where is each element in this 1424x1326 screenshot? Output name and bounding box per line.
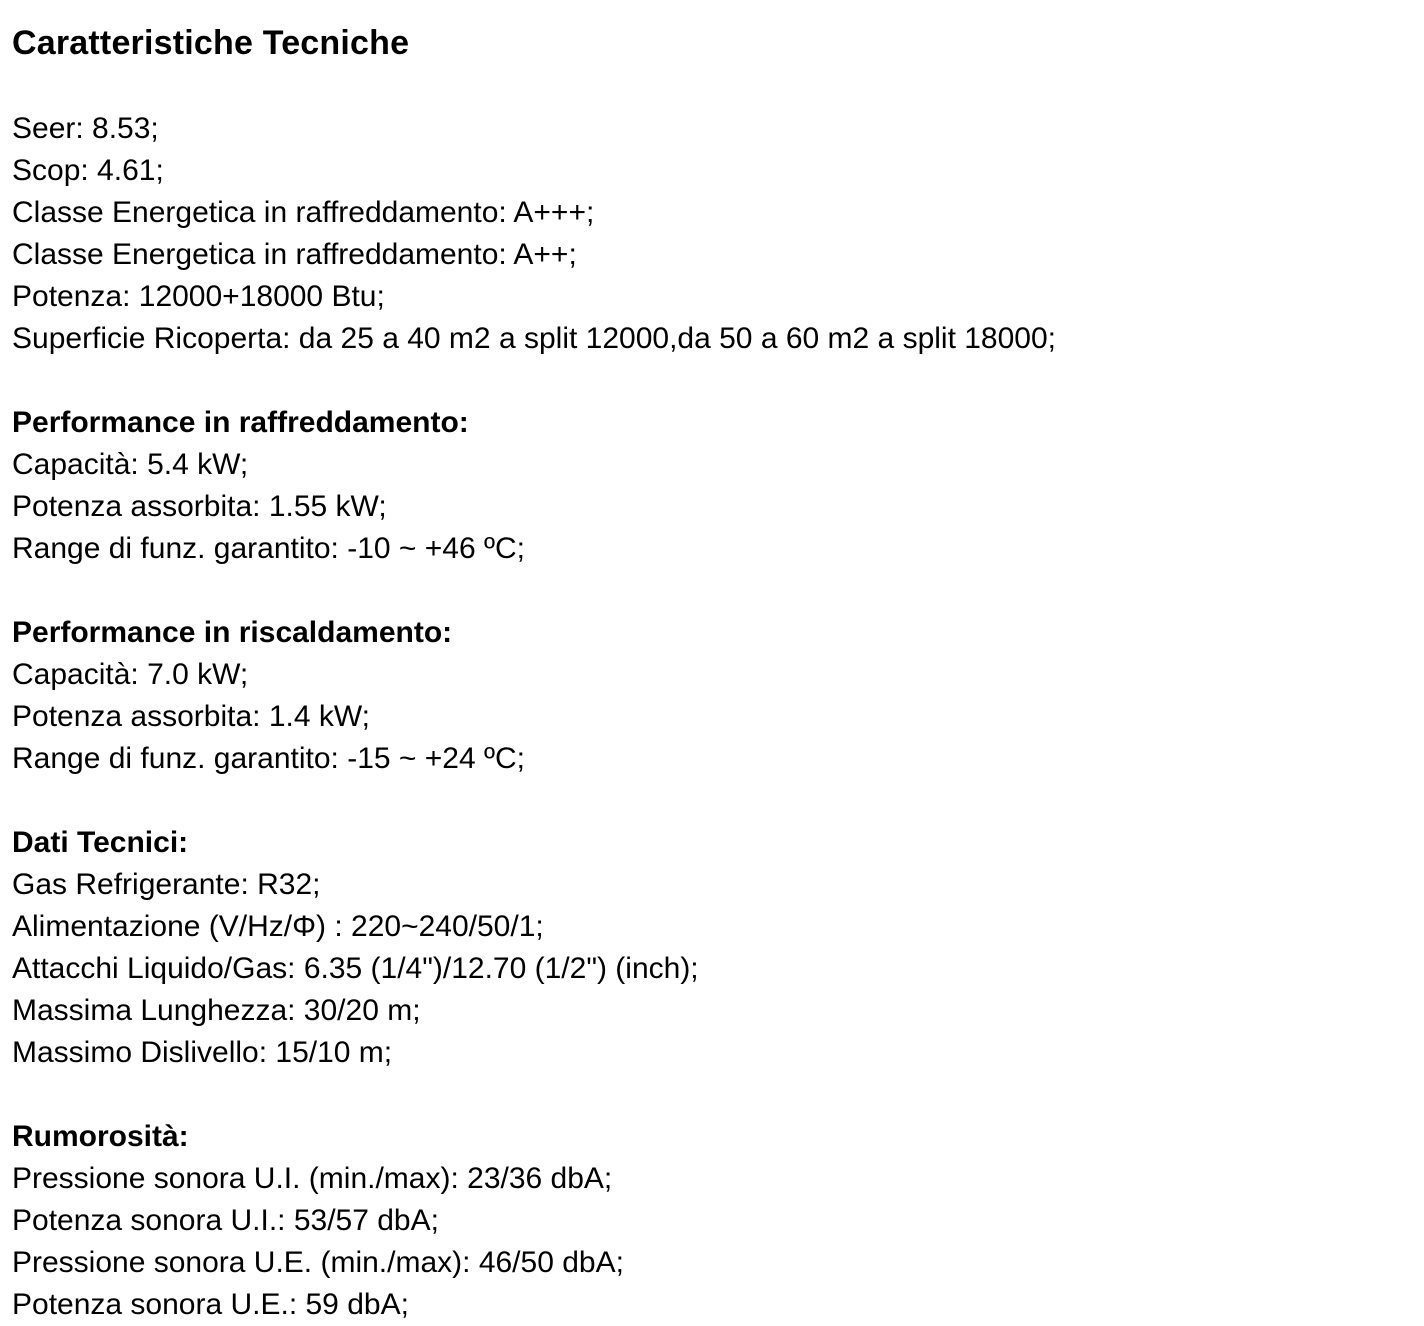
covered-surface-line: Superficie Ricoperta: da 25 a 40 m2 a split 12000,da 50 a 60 m2 a split 18000; bbox=[12, 322, 1057, 355]
cooling-performance-heading: Performance in raffreddamento: bbox=[12, 406, 469, 439]
cooling-operating-range-line: Range di funz. garantito: -10 ~ +46 ºC; bbox=[12, 532, 525, 565]
cooling-capacity-line: Capacità: 5.4 kW; bbox=[12, 448, 249, 481]
scop-line: Scop: 4.61; bbox=[12, 154, 164, 187]
outdoor-sound-power-line: Potenza sonora U.E.: 59 dbA; bbox=[12, 1288, 409, 1321]
cooling-absorbed-power-line: Potenza assorbita: 1.55 kW; bbox=[12, 490, 387, 523]
refrigerant-gas-line: Gas Refrigerante: R32; bbox=[12, 868, 321, 901]
heating-operating-range-line: Range di funz. garantito: -15 ~ +24 ºC; bbox=[12, 742, 525, 775]
noise-section bbox=[12, 1116, 1412, 1326]
power-supply-line: Alimentazione (V/Hz/Φ) : 220~240/50/1; bbox=[12, 910, 544, 943]
energy-class-line-2: Classe Energetica in raffreddamento: A++; bbox=[12, 238, 577, 271]
seer-line: Seer: 8.53; bbox=[12, 112, 159, 145]
page-title: Caratteristiche Tecniche bbox=[12, 24, 410, 62]
technical-specs-document bbox=[12, 20, 1412, 1326]
indoor-sound-pressure-line: Pressione sonora U.I. (min./max): 23/36 dbA; bbox=[12, 1162, 613, 1195]
technical-data-heading: Dati Tecnici: bbox=[12, 826, 189, 859]
energy-class-line-1: Classe Energetica in raffreddamento: A+++; bbox=[12, 196, 595, 229]
outdoor-sound-pressure-line: Pressione sonora U.E. (min./max): 46/50 dbA; bbox=[12, 1246, 624, 1279]
technical-data-section bbox=[12, 822, 1412, 1074]
maximum-length-line: Massima Lunghezza: 30/20 m; bbox=[12, 994, 421, 1027]
heating-capacity-line: Capacità: 7.0 kW; bbox=[12, 658, 249, 691]
power-line: Potenza: 12000+18000 Btu; bbox=[12, 280, 385, 313]
noise-heading: Rumorosità: bbox=[12, 1120, 189, 1153]
heating-absorbed-power-line: Potenza assorbita: 1.4 kW; bbox=[12, 700, 370, 733]
connections-line: Attacchi Liquido/Gas: 6.35 (1/4")/12.70 (1/2") (inch); bbox=[12, 952, 699, 985]
maximum-height-difference-line: Massimo Dislivello: 15/10 m; bbox=[12, 1036, 393, 1069]
general-specs-section bbox=[12, 108, 1412, 360]
heating-performance-section bbox=[12, 612, 1412, 780]
indoor-sound-power-line: Potenza sonora U.I.: 53/57 dbA; bbox=[12, 1204, 439, 1237]
cooling-performance-section bbox=[12, 402, 1412, 570]
heating-performance-heading: Performance in riscaldamento: bbox=[12, 616, 453, 649]
